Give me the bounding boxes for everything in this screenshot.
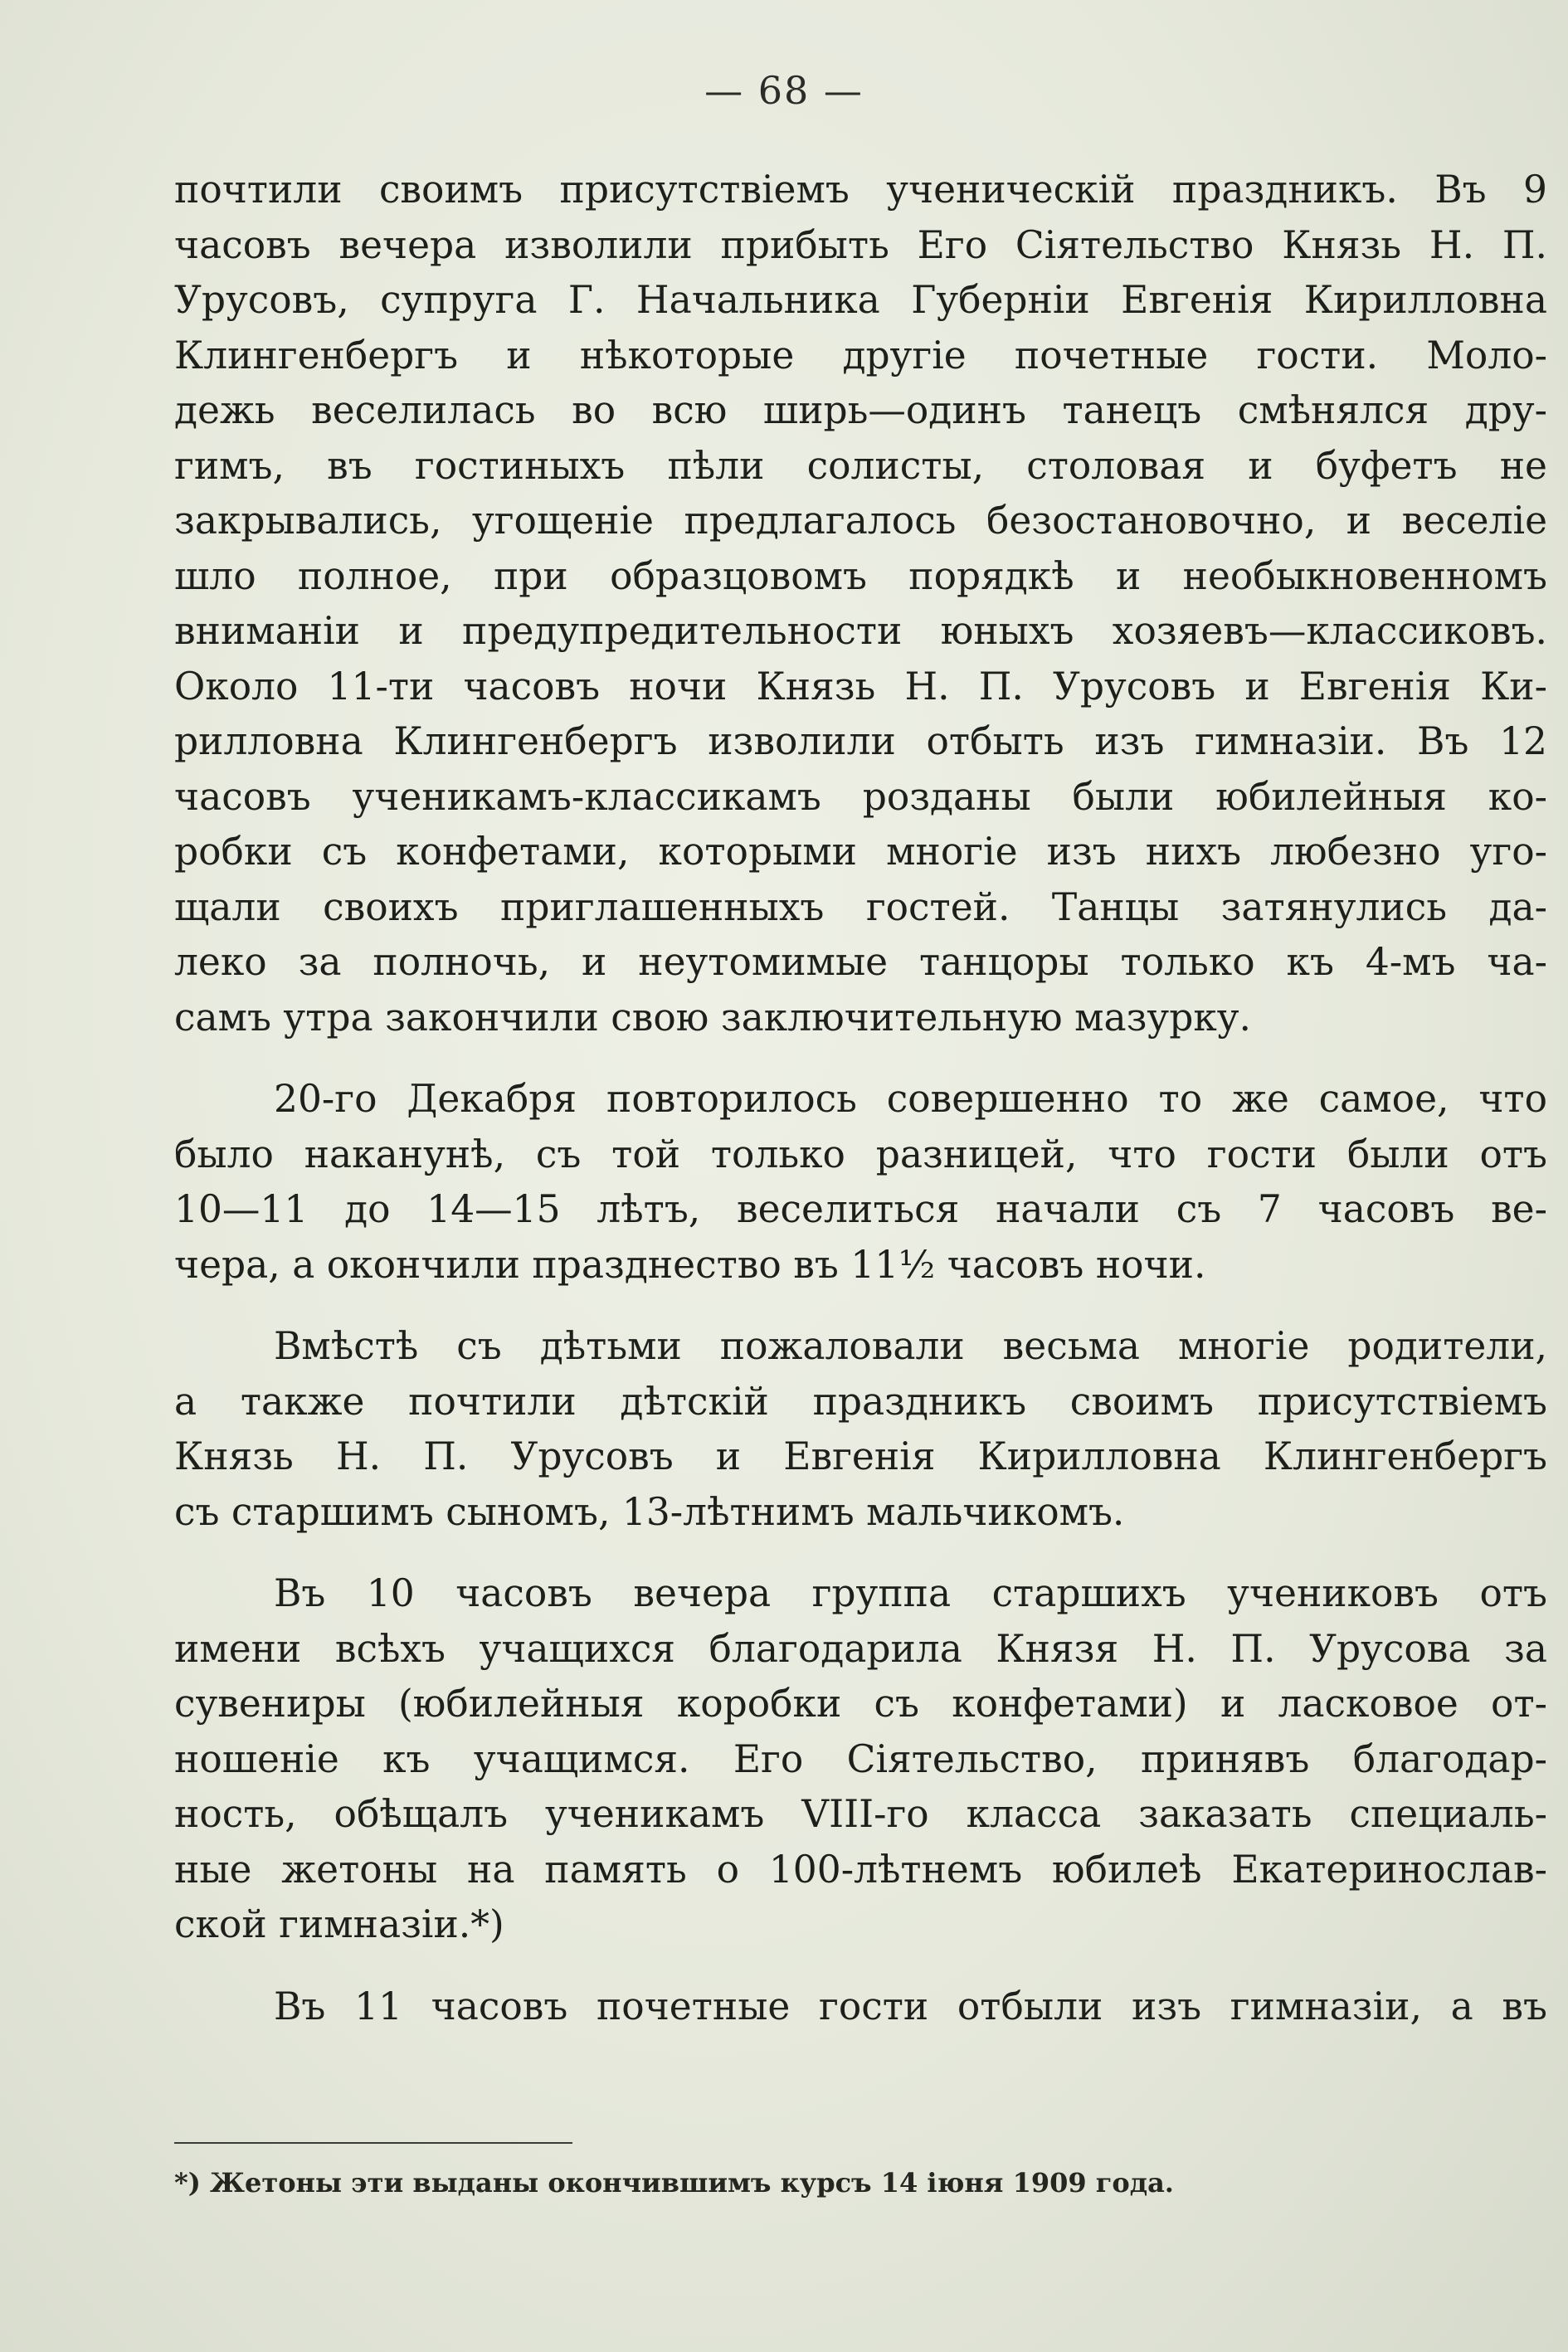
text-line: имени всѣхъ учащихся благодарила Князя Н. П. Урусова за [174,1626,1547,1671]
text-line: часовъ вечера изволили прибыть Его Сіятельство Князь Н. П. [174,222,1547,267]
paragraph-3 [174,1319,1547,1540]
text-line: 20-го Декабря повторилось совершенно то же самое, что [274,1077,1547,1121]
paragraph-gap [174,1953,1547,1979]
text-line: самъ утра закончили свою заключительную мазурку. [174,995,1251,1040]
paragraph-gap [174,1540,1547,1566]
paragraph-gap [174,1293,1547,1319]
text-line: гимъ, въ гостиныхъ пѣли солисты, столовая и буфетъ не [174,443,1547,488]
text-line: часовъ ученикамъ-классикамъ розданы были юбилейныя ко- [174,774,1547,819]
paragraph-4 [174,1566,1547,1953]
paragraph-1 [174,163,1547,1045]
text-line: ношеніе къ учащимся. Его Сіятельство, принявъ благодар- [174,1736,1547,1781]
text-line: ные жетоны на память о 100-лѣтнемъ юбилеѣ Екатеринослав- [174,1847,1547,1892]
text-line: Въ 10 часовъ вечера группа старшихъ учениковъ отъ [274,1571,1547,1615]
text-line: шло полное, при образцовомъ порядкѣ и необыкновенномъ [174,553,1547,598]
footnote: *) Жетоны эти выданы окончившимъ курсъ 14 іюня 1909 года. [174,2167,1174,2199]
page-number: — 68 — [704,68,864,113]
text-line: чера, а окончили празднество въ 11½ часовъ ночи. [174,1242,1206,1287]
text-line: леко за полночь, и неутомимые танцоры только къ 4-мъ ча- [174,940,1547,984]
body-text [174,163,1547,2034]
text-line: дежь веселилась во всю ширь—одинъ танецъ смѣнялся дру- [174,388,1547,432]
paragraph-5 [174,1979,1547,2035]
text-line: рилловна Клингенбергъ изволили отбыть изъ гимназіи. Въ 12 [174,719,1547,763]
text-line: съ старшимъ сыномъ, 13-лѣтнимъ мальчикомъ. [174,1489,1125,1534]
text-line: закрывались, угощеніе предлагалось безостановочно, и веселіе [174,499,1547,543]
text-line: робки съ конфетами, которыми многіе изъ нихъ любезно уго- [174,830,1547,874]
paragraph-gap [174,1045,1547,1072]
text-line: Урусовъ, супруга Г. Начальника Губерніи Евгенія Кирилловна [174,278,1547,322]
text-line: Князь Н. П. Урусовъ и Евгенія Кирилловна Клингенбергъ [174,1434,1547,1478]
text-line: почтили своимъ присутствіемъ ученическій праздникъ. Въ 9 [174,168,1547,212]
text-line: Клингенбергъ и нѣкоторые другіе почетные гости. Моло- [174,333,1547,377]
text-line: ность, обѣщалъ ученикамъ VIII-го класса заказать специаль- [174,1792,1547,1836]
text-line: щали своихъ приглашенныхъ гостей. Танцы затянулись да- [174,884,1547,929]
text-line: Въ 11 часовъ почетные гости отбыли изъ гимназіи, а въ [274,1984,1547,2028]
text-line: вниманіи и предупредительности юныхъ хозяевъ—классиковъ. [174,609,1547,653]
text-line: а также почтили дѣтскій праздникъ своимъ присутствіемъ [174,1379,1547,1424]
text-line: ской гимназіи.*) [174,1902,504,1946]
text-line: Около 11-ти часовъ ночи Князь Н. П. Урусовъ и Евгенія Ки- [174,664,1547,709]
footnote-divider [174,2142,572,2144]
text-line: сувениры (юбилейныя коробки съ конфетами) и ласковое от- [174,1682,1547,1726]
paragraph-2 [174,1072,1547,1293]
text-line: 10—11 до 14—15 лѣтъ, веселиться начали съ 7 часовъ ве- [174,1187,1547,1231]
text-line: было наканунѣ, съ той только разницей, что гости были отъ [174,1132,1547,1176]
text-line: Вмѣстѣ съ дѣтьми пожаловали весьма многіе родители, [274,1324,1547,1368]
